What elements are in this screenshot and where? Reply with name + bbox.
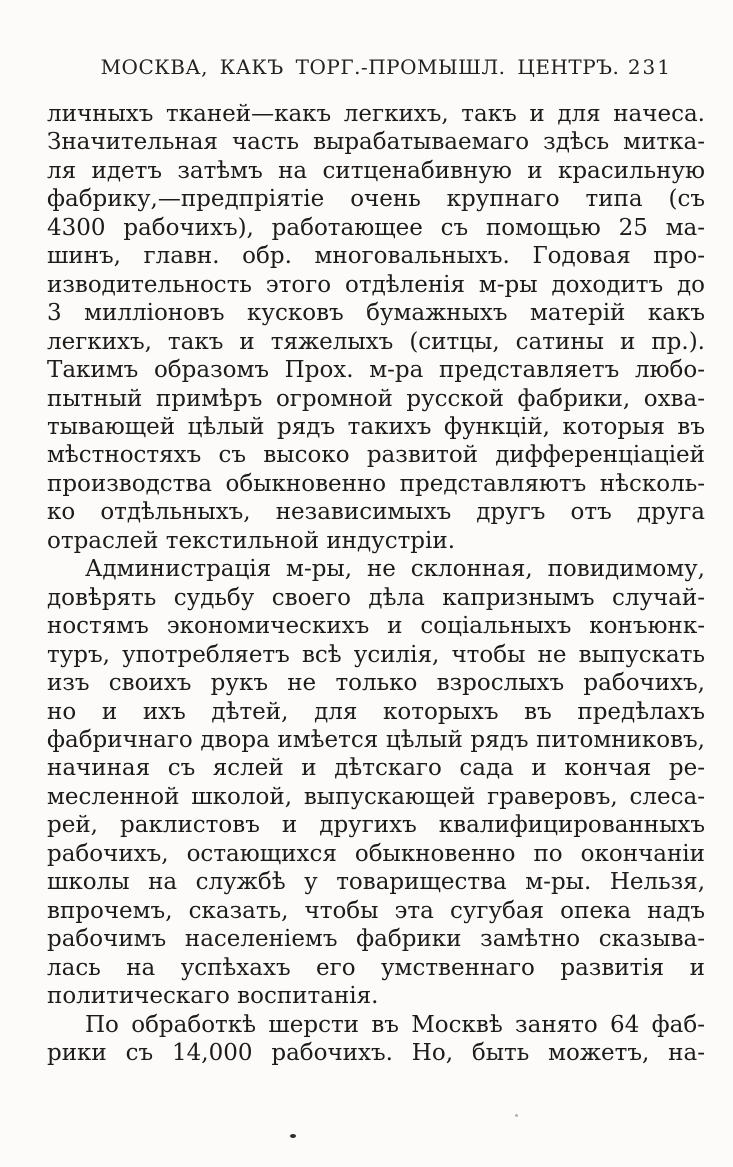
running-title: МОСКВА, КАКЪ ТОРГ.-ПРОМЫШЛ. ЦЕНТРЪ. bbox=[100, 55, 620, 79]
text-line: мѣстностяхъ съ высоко развитой дифференціаціей bbox=[47, 442, 705, 469]
text-line: ко отдѣльныхъ, независимыхъ другъ отъ друга bbox=[47, 499, 705, 526]
text-line: ля идетъ затѣмъ на ситценабивную и красильную bbox=[47, 157, 705, 184]
text-line: политическаго воспитанія. bbox=[47, 983, 379, 1010]
text-line: Значительная часть вырабатываемаго здѣсь митка- bbox=[47, 129, 705, 156]
text-line: отраслей текстильной индустріи. bbox=[47, 527, 456, 554]
ink-speck bbox=[515, 1114, 518, 1117]
text-line: рики съ 14,000 рабочихъ. Но, быть можетъ, на- bbox=[47, 1039, 705, 1066]
text-line: Такимъ образомъ Прох. м-ра представляетъ любо- bbox=[47, 357, 705, 384]
text-line: пытный примѣръ огромной русской фабрики, охва- bbox=[47, 385, 705, 412]
text-line: рабочихъ, остающихся обыкновенно по окончаніи bbox=[47, 840, 705, 867]
text-line: 4300 рабочихъ), работающее съ помощью 25 ма- bbox=[47, 214, 705, 241]
text-line: 3 милліоновъ кусковъ бумажныхъ матерій какъ bbox=[47, 300, 705, 327]
text-line: начиная съ яслей и дѣтскаго сада и кончая ре- bbox=[47, 755, 705, 782]
text-line: личныхъ тканей—какъ легкихъ, такъ и для начеса. bbox=[47, 101, 705, 127]
text-line: месленной школой, выпускающей граверовъ, слеса- bbox=[47, 783, 705, 810]
text-line: фабрику,—предпріятіе очень крупнаго типа (съ bbox=[47, 186, 705, 213]
text-line: ностямъ экономическихъ и соціальныхъ конъюнк- bbox=[47, 613, 705, 640]
text-line: изводительность этого отдѣленія м-ры доходитъ до bbox=[47, 271, 705, 298]
text-line: изъ своихъ рукъ не только взрослыхъ рабочихъ, bbox=[47, 670, 705, 697]
text-line: впрочемъ, сказать, чтобы эта сугубая опека надъ bbox=[47, 897, 705, 924]
page-number: 231 bbox=[627, 55, 672, 79]
ink-speck bbox=[290, 1134, 296, 1138]
text-line: рей, раклистовъ и другихъ квалифицированныхъ bbox=[47, 812, 705, 839]
text-line: Администрація м-ры, не склонная, повидимому, bbox=[85, 556, 705, 583]
text-line: школы на службѣ у товарищества м-ры. Нельзя, bbox=[47, 869, 705, 896]
text-line: тывающей цѣлый рядъ такихъ функцій, которыя въ bbox=[47, 413, 705, 440]
page-header bbox=[47, 55, 705, 83]
text-line: лась на успѣхахъ его умственнаго развитія и bbox=[47, 954, 705, 981]
text-line: рабочимъ населеніемъ фабрики замѣтно сказыва- bbox=[47, 926, 705, 953]
text-line: туръ, употребляетъ всѣ усилія, чтобы не выпускать bbox=[47, 641, 705, 668]
text-line: фабричнаго двора имѣется цѣлый рядъ питомниковъ, bbox=[47, 726, 705, 753]
text-line: производства обыкновенно представляютъ нѣсколь- bbox=[47, 470, 705, 497]
text-line: довѣрять судьбу своего дѣла капризнымъ случай- bbox=[47, 584, 705, 611]
text-line: но и ихъ дѣтей, для которыхъ въ предѣлахъ bbox=[47, 698, 705, 725]
page-body bbox=[47, 100, 705, 1067]
text-line: легкихъ, такъ и тяжелыхъ (ситцы, сатины и пр.). bbox=[47, 328, 705, 355]
text-line: По обработкѣ шерсти въ Москвѣ занято 64 фаб- bbox=[85, 1011, 705, 1038]
text-line: шинъ, главн. обр. многовальныхъ. Годовая про- bbox=[47, 243, 705, 270]
